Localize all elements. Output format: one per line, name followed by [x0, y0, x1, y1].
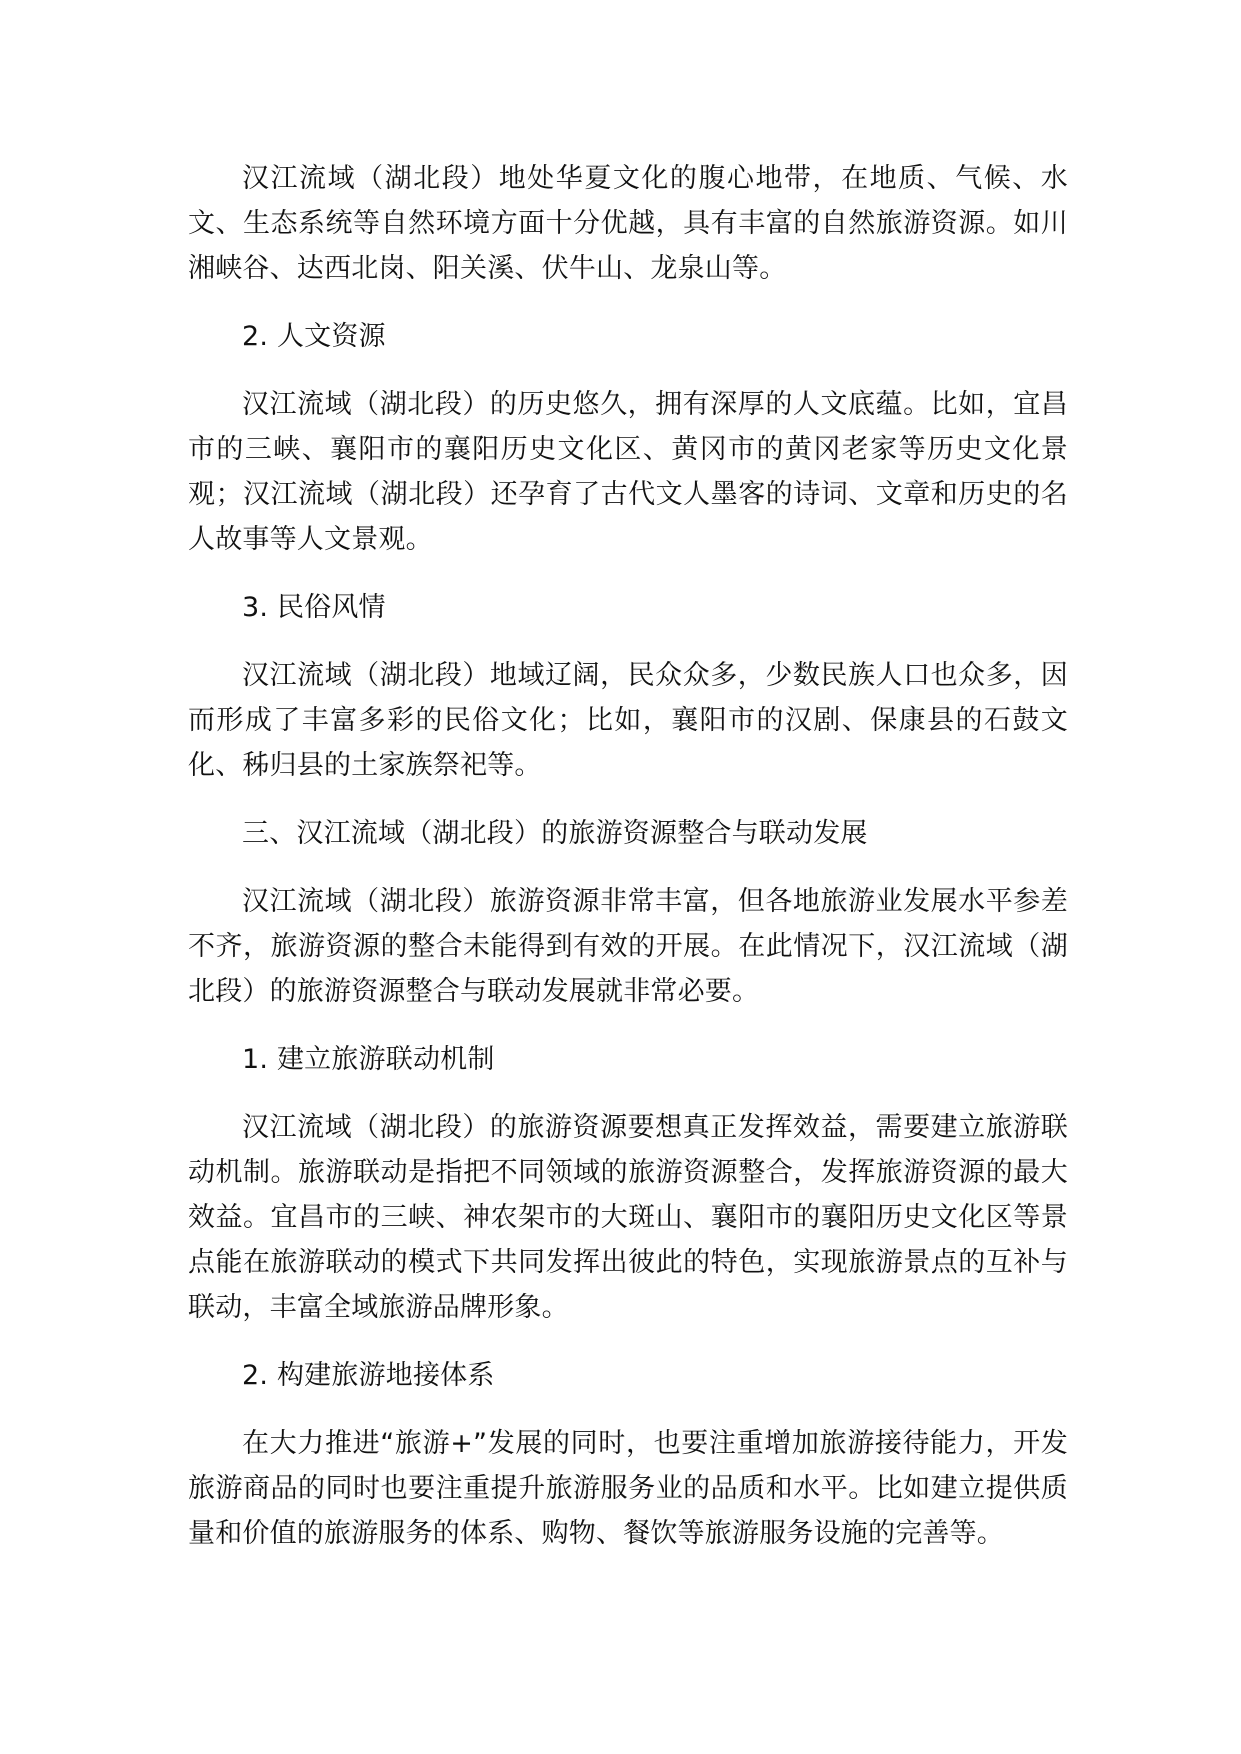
section-heading-reception-system: 2. 构建旅游地接体系	[242, 1360, 495, 1391]
document-body	[188, 156, 1068, 1556]
section-heading-folk-customs: 3. 民俗风情	[242, 592, 386, 623]
section-heading-linkage-mechanism: 1. 建立旅游联动机制	[242, 1044, 495, 1075]
paragraph-linkage-mechanism: 汉江流域（湖北段）的旅游资源要想真正发挥效益，需要建立旅游联动机制。旅游联动是指把不同领域的旅游资源整合，发挥旅游资源的最大效益。宜昌市的三峡、神农架市的大斑山、襄阳市的襄阳历史文化区等景点能在旅游联动的模式下共同发挥出彼此的特色，实现旅游景点的互补与联动，丰富全域旅游品牌形象。	[188, 1112, 1068, 1323]
paragraph-cultural-resources: 汉江流域（湖北段）的历史悠久，拥有深厚的人文底蕴。比如，宜昌市的三峡、襄阳市的襄阳历史文化区、黄冈市的黄冈老家等历史文化景观；汉江流域（湖北段）还孕育了古代文人墨客的诗词、文章和历史的名人故事等人文景观。	[188, 389, 1068, 555]
paragraph-reception-system: 在大力推进“旅游+”发展的同时，也要注重增加旅游接待能力，开发旅游商品的同时也要注重提升旅游服务业的品质和水平。比如建立提供质量和价值的旅游服务的体系、购物、餐饮等旅游服务设施的完善等。	[188, 1428, 1068, 1549]
section-heading-cultural-resources: 2. 人文资源	[242, 321, 386, 352]
paragraph-integration-development: 汉江流域（湖北段）旅游资源非常丰富，但各地旅游业发展水平参差不齐，旅游资源的整合未能得到有效的开展。在此情况下，汉江流域（湖北段）的旅游资源整合与联动发展就非常必要。	[188, 886, 1068, 1007]
section-heading-integration-development: 三、汉江流域（湖北段）的旅游资源整合与联动发展	[242, 818, 868, 849]
paragraph-folk-customs: 汉江流域（湖北段）地域辽阔，民众众多，少数民族人口也众多，因而形成了丰富多彩的民俗文化；比如，襄阳市的汉剧、保康县的石鼓文化、秭归县的土家族祭祀等。	[188, 660, 1068, 781]
paragraph-natural-resources: 汉江流域（湖北段）地处华夏文化的腹心地带，在地质、气候、水文、生态系统等自然环境方面十分优越，具有丰富的自然旅游资源。如川湘峡谷、达西北岗、阳关溪、伏牛山、龙泉山等。	[188, 163, 1068, 284]
